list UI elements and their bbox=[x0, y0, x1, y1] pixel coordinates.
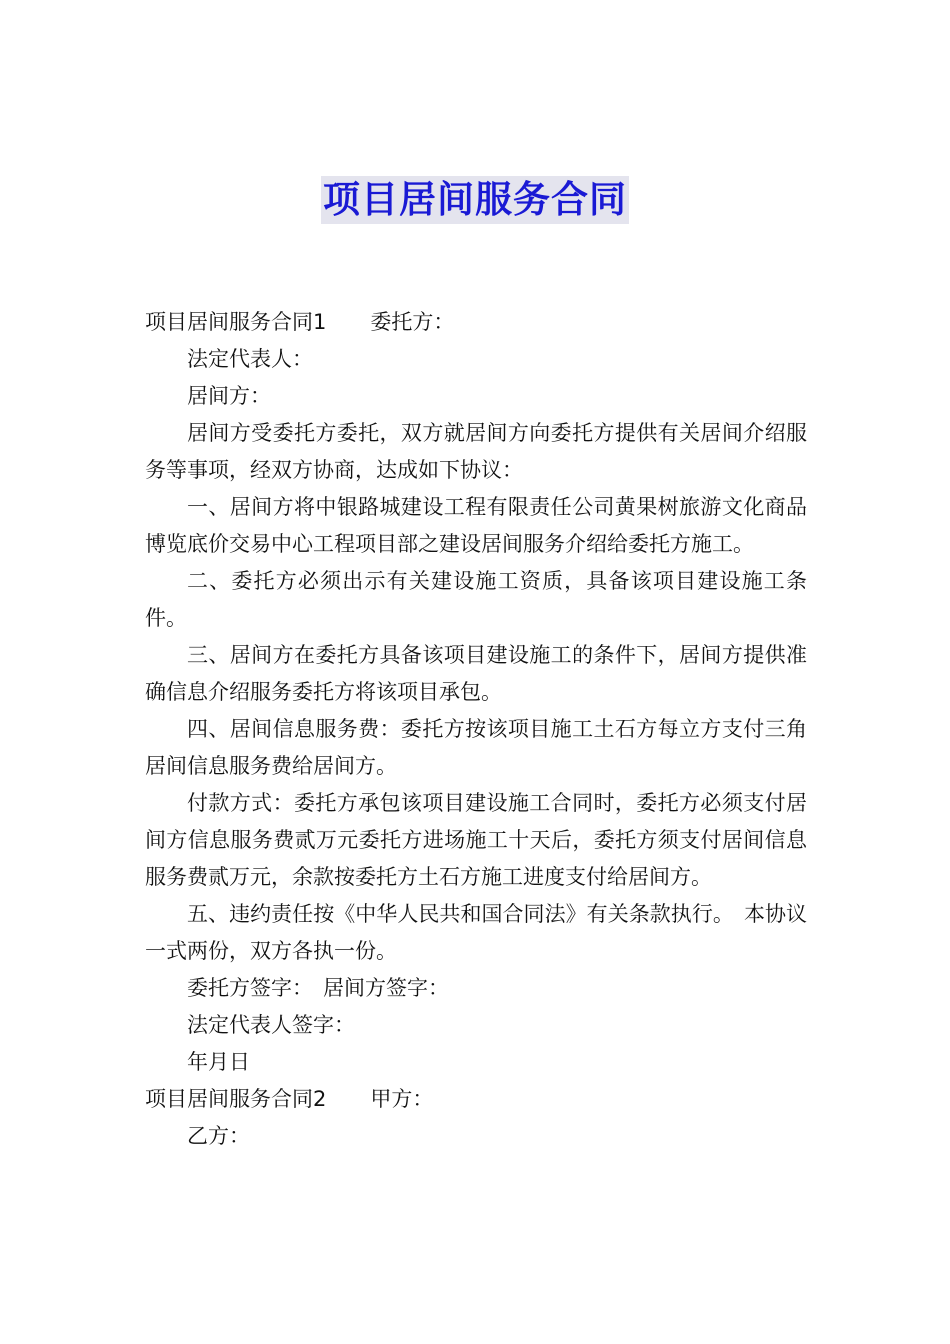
legal-rep-signature: 法定代表人签字： bbox=[187, 1013, 355, 1037]
contract2-heading: 项目居间服务合同2 bbox=[145, 1087, 327, 1111]
legal-rep-line: 法定代表人： bbox=[187, 347, 313, 371]
client-label: 委托方： bbox=[370, 310, 455, 334]
party-a-label: 甲方： bbox=[370, 1087, 434, 1111]
clause-1: 一、居间方将中银路城建设工程有限责任公司黄果树旅游文化商品博览底价交易中心工程项目部之建设居间服务介绍给委托方施工。 bbox=[145, 495, 807, 556]
party-b-line: 乙方： bbox=[187, 1124, 250, 1148]
contract1-heading-line bbox=[145, 304, 807, 341]
clause-4: 四、居间信息服务费：委托方按该项目施工土石方每立方支付三角居间信息服务费给居间方。 bbox=[145, 717, 807, 778]
date-line: 年月日 bbox=[187, 1050, 250, 1074]
clause-2: 二、委托方必须出示有关建设施工资质，具备该项目建设施工条件。 bbox=[145, 569, 807, 630]
contract2-heading-line bbox=[145, 1081, 807, 1118]
clause-5: 五、违约责任按《中华人民共和国合同法》有关条款执行。 bbox=[187, 902, 734, 926]
broker-line: 居间方： bbox=[187, 384, 271, 408]
document-title: 项目居间服务合同 bbox=[321, 176, 629, 224]
clause-5-line bbox=[145, 896, 807, 970]
copies-statement: 本协议一式两份，双方各执一份。 bbox=[145, 902, 808, 963]
client-signature: 委托方签字： bbox=[187, 976, 313, 1000]
document-body bbox=[145, 304, 807, 1155]
contract1-heading: 项目居间服务合同1 bbox=[145, 310, 327, 334]
clause-3: 三、居间方在委托方具备该项目建设施工的条件下，居间方提供准确信息介绍服务委托方将该项目承包。 bbox=[145, 643, 807, 704]
broker-signature: 居间方签字： bbox=[323, 976, 449, 1000]
title-container bbox=[0, 176, 950, 224]
payment-terms: 付款方式：委托方承包该项目建设施工合同时，委托方必须支付居间方信息服务费贰万元委托方进场施工十天后，委托方须支付居间信息服务费贰万元，余款按委托方土石方施工进度支付给居间方。 bbox=[145, 791, 807, 889]
intro-paragraph: 居间方受委托方委托，双方就居间方向委托方提供有关居间介绍服务等事项，经双方协商，达成如下协议： bbox=[145, 421, 807, 482]
signature-line bbox=[145, 970, 807, 1007]
